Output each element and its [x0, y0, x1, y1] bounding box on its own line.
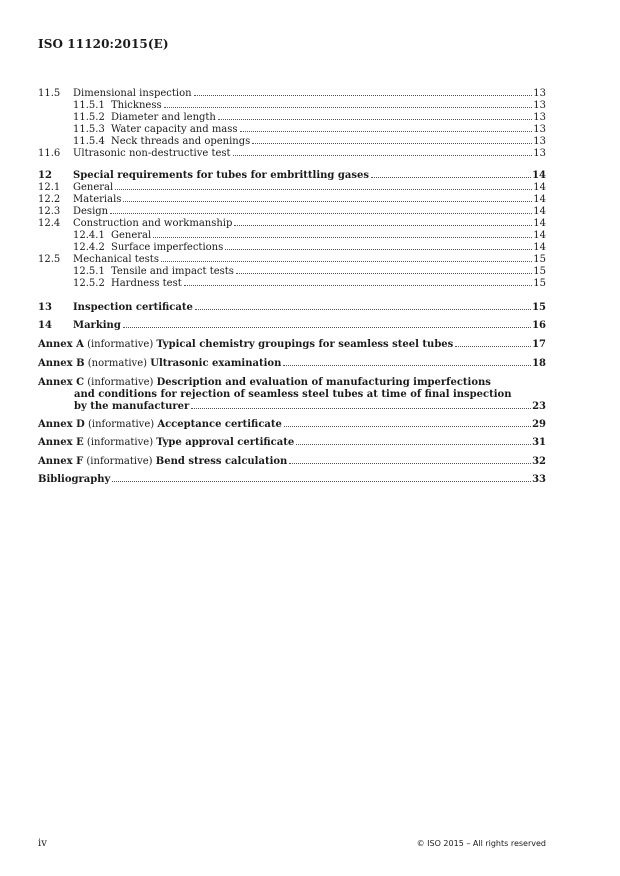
- dot-leader: [240, 128, 533, 132]
- toc-page: 14: [533, 194, 546, 205]
- toc-page: 14: [533, 230, 546, 241]
- toc-page: 15: [532, 302, 546, 313]
- toc-number: 12.1: [38, 182, 61, 193]
- toc-page: 13: [533, 136, 546, 147]
- toc-title: Tensile and impact tests: [111, 266, 234, 277]
- toc-page: 32: [532, 456, 546, 467]
- toc-entry-annex-f[interactable]: [38, 456, 546, 468]
- dot-leader: [283, 362, 531, 366]
- toc-title: [38, 358, 282, 370]
- toc-entry-11-5-3[interactable]: [38, 124, 546, 136]
- toc-number: 14: [38, 320, 52, 331]
- dot-leader: [161, 258, 532, 262]
- toc-title: Materials: [73, 194, 122, 205]
- toc-number: 12.5: [38, 254, 61, 265]
- toc-entry-11-5[interactable]: [38, 88, 546, 100]
- dot-leader: [184, 282, 533, 286]
- toc-title: [38, 437, 295, 449]
- annex-title: Ultrasonic examination: [150, 358, 282, 369]
- annex-kind: (normative): [87, 358, 148, 369]
- annex-title: Bend stress calculation: [155, 456, 288, 467]
- toc-entry-12[interactable]: [38, 170, 546, 182]
- toc-title: Dimensional inspection: [73, 88, 192, 99]
- dot-leader: [296, 441, 531, 445]
- toc-page: 29: [532, 419, 546, 430]
- toc-title: General: [73, 182, 114, 193]
- annex-kind: (informative): [87, 339, 154, 350]
- toc-entry-12-4[interactable]: [38, 218, 546, 230]
- annex-label: Annex B: [38, 358, 85, 369]
- toc-page: 23: [532, 401, 546, 412]
- document-header: ISO 11120:2015(E): [38, 37, 169, 51]
- toc-title: Design: [73, 206, 109, 217]
- toc-title: Bibliography: [38, 474, 111, 485]
- toc-number: 11.5: [38, 88, 61, 99]
- toc-page: 14: [533, 182, 546, 193]
- toc-number: 11.5.1: [73, 100, 105, 111]
- dot-leader: [110, 210, 532, 214]
- toc-entry-annex-d[interactable]: [38, 419, 546, 431]
- annex-c-line-2: and conditions for rejection of seamless steel tubes at time of final inspection: [74, 389, 512, 400]
- toc-number: 11.5.2: [73, 112, 105, 123]
- toc-entry-11-5-4[interactable]: [38, 136, 546, 148]
- annex-c-line-3: [38, 401, 546, 413]
- toc-title: Diameter and length: [111, 112, 216, 123]
- toc-page: 13: [533, 100, 546, 111]
- dot-leader: [371, 174, 531, 178]
- annex-title: Acceptance certificate: [157, 419, 282, 430]
- toc-title: Mechanical tests: [73, 254, 159, 265]
- dot-leader: [164, 104, 533, 108]
- toc-title: [38, 339, 454, 351]
- toc-entry-annex-e[interactable]: [38, 437, 546, 449]
- toc-title: Special requirements for tubes for embrittling gases: [73, 170, 369, 181]
- toc-title: Surface imperfections: [111, 242, 224, 253]
- toc-entry-12-5[interactable]: [38, 254, 546, 266]
- toc-number: 12.4.1: [73, 230, 105, 241]
- annex-label: Annex E: [38, 437, 84, 448]
- annex-kind: (informative): [86, 456, 153, 467]
- toc-page: 13: [533, 88, 546, 99]
- toc-page: 31: [532, 437, 546, 448]
- toc-entry-annex-b[interactable]: [38, 358, 546, 370]
- toc-entry-12-4-1[interactable]: [38, 230, 546, 242]
- toc-title: General: [111, 230, 152, 241]
- dot-leader: [284, 423, 531, 427]
- annex-label: Annex D: [38, 419, 85, 430]
- toc-title: [38, 419, 283, 431]
- toc-entry-annex-c[interactable]: [38, 377, 546, 413]
- toc-entry-annex-a[interactable]: [38, 339, 546, 351]
- toc-number: 12.4: [38, 218, 61, 229]
- dot-leader: [233, 152, 533, 156]
- toc-entry-11-5-1[interactable]: [38, 100, 546, 112]
- annex-label: Annex C: [38, 377, 85, 388]
- toc-number: 11.5.4: [73, 136, 105, 147]
- toc-page: 13: [533, 112, 546, 123]
- annex-kind: (informative): [87, 377, 154, 388]
- toc-number: 12.2: [38, 194, 61, 205]
- toc-entry-11-6[interactable]: [38, 148, 546, 160]
- dot-leader: [455, 343, 531, 347]
- annex-title: Type approval certificate: [156, 437, 295, 448]
- toc-title: [38, 456, 288, 468]
- dot-leader: [225, 246, 532, 250]
- toc-page: 14: [533, 206, 546, 217]
- toc-number: 12: [38, 170, 52, 181]
- toc-title: Inspection certificate: [73, 302, 193, 313]
- dot-leader: [112, 478, 531, 482]
- toc-entry-12-4-2[interactable]: [38, 242, 546, 254]
- toc-number: 11.5.3: [73, 124, 105, 135]
- dot-leader: [236, 270, 532, 274]
- toc-page: 14: [532, 170, 546, 181]
- toc-title: Water capacity and mass: [111, 124, 238, 135]
- dot-leader: [123, 324, 531, 328]
- toc-page: 15: [533, 254, 546, 265]
- toc-number: 12.3: [38, 206, 61, 217]
- toc-title: Construction and workmanship: [73, 218, 233, 229]
- toc-entry-bibliography[interactable]: [38, 474, 546, 486]
- dot-leader: [194, 92, 533, 96]
- toc-page: 33: [532, 474, 546, 485]
- toc-page: 15: [533, 266, 546, 277]
- dot-leader: [153, 234, 532, 238]
- annex-label: Annex A: [38, 339, 84, 350]
- dot-leader: [195, 306, 531, 310]
- toc-page: 14: [533, 242, 546, 253]
- toc-entry-13[interactable]: [38, 302, 546, 314]
- toc-page: 13: [533, 148, 546, 159]
- dot-leader: [115, 186, 532, 190]
- toc-title: Hardness test: [111, 278, 182, 289]
- annex-c-line-1: [38, 377, 546, 389]
- toc-entry-12-2[interactable]: [38, 194, 546, 206]
- toc-entry-12-1[interactable]: [38, 182, 546, 194]
- toc-page: 17: [532, 339, 546, 350]
- toc-title: Neck threads and openings: [111, 136, 251, 147]
- dot-leader: [234, 222, 532, 226]
- annex-title: Typical chemistry groupings for seamless steel tubes: [156, 339, 454, 350]
- toc-entry-14[interactable]: [38, 320, 546, 332]
- dot-leader: [191, 405, 531, 409]
- toc-number: 12.5.1: [73, 266, 105, 277]
- toc-title: Marking: [73, 320, 121, 331]
- dot-leader: [218, 116, 532, 120]
- toc-title: Thickness: [111, 100, 162, 111]
- toc-entry-12-5-1[interactable]: [38, 266, 546, 278]
- toc-page: 16: [532, 320, 546, 331]
- annex-title: Description and evaluation of manufacturing imperfections: [156, 377, 491, 388]
- toc-page: 14: [533, 218, 546, 229]
- annex-label: Annex F: [38, 456, 84, 467]
- annex-kind: (informative): [87, 419, 155, 430]
- copyright-notice: © ISO 2015 – All rights reserved: [416, 839, 546, 848]
- dot-leader: [289, 460, 531, 464]
- annex-kind: (informative): [86, 437, 154, 448]
- toc-number: 11.6: [38, 148, 61, 159]
- toc-title: Ultrasonic non-destructive test: [73, 148, 231, 159]
- dot-leader: [123, 198, 532, 202]
- dot-leader: [252, 140, 532, 144]
- toc-number: 13: [38, 302, 52, 313]
- toc-page: 13: [533, 124, 546, 135]
- toc-number: 12.5.2: [73, 278, 105, 289]
- toc-title: by the manufacturer: [74, 401, 190, 412]
- toc-page: 18: [532, 358, 546, 369]
- toc-page: 15: [533, 278, 546, 289]
- toc-number: 12.4.2: [73, 242, 105, 253]
- toc-entry-12-5-2[interactable]: [38, 278, 546, 290]
- toc-entry-11-5-2[interactable]: [38, 112, 546, 124]
- toc-entry-12-3[interactable]: [38, 206, 546, 218]
- page-number: iv: [38, 838, 47, 849]
